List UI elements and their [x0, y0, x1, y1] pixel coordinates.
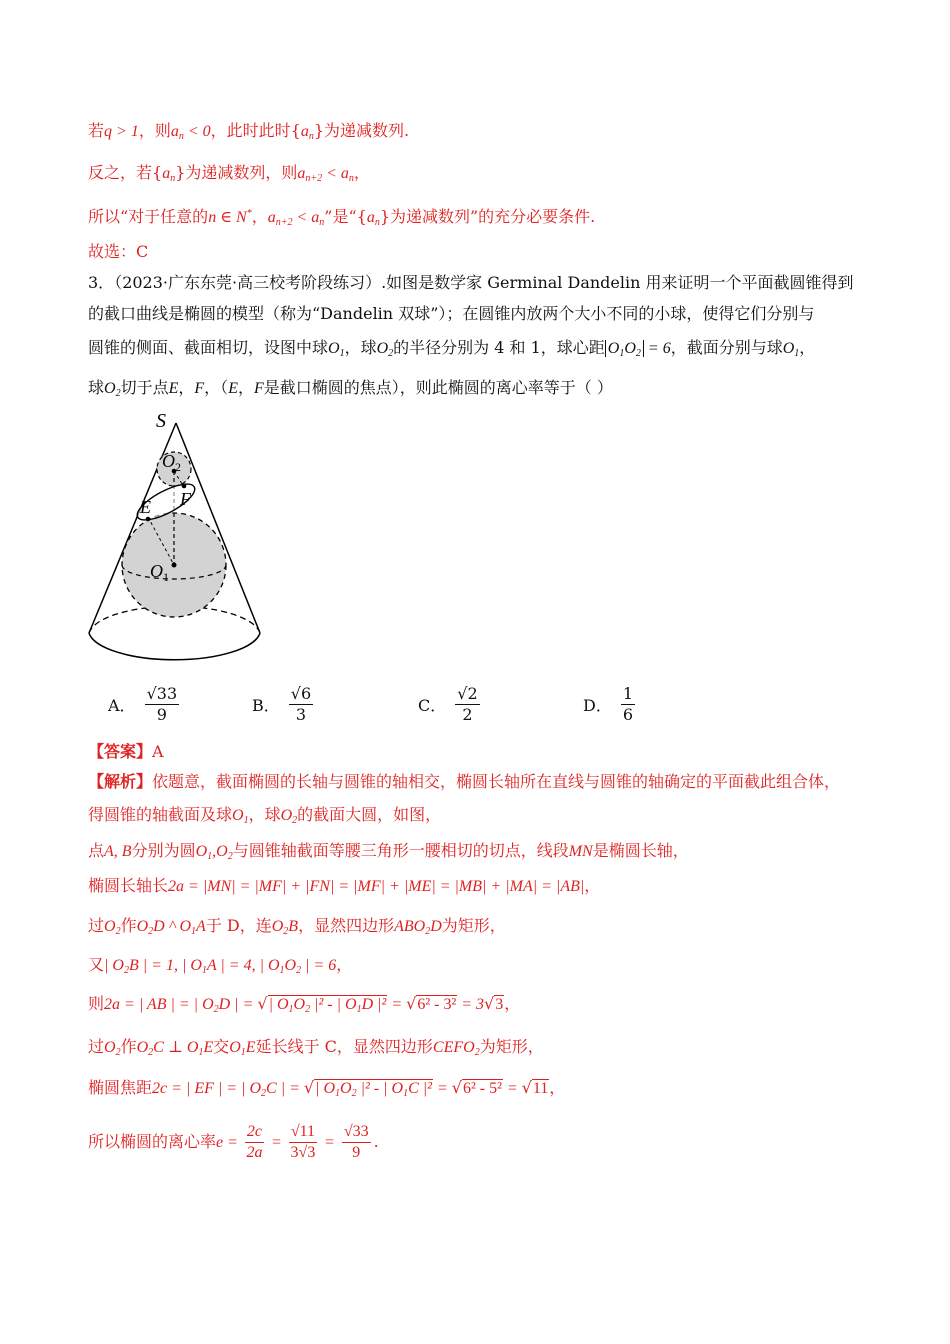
final-choice: 故选：C — [88, 242, 149, 261]
analysis-line: 【解析】依题意，截面椭圆的长轴与圆锥的轴相交，椭圆长轴所在直线与圆锥的轴确定的平面截此组合体， — [88, 772, 841, 791]
label-o1: $O_1$ — [150, 561, 169, 584]
analysis-line: 过$O_2$作$O_2D$ ^ $O_1A$于 D，连$O_2B$，显然四边形$ABO_2D$为矩形， — [88, 916, 506, 937]
text-line: 反之，若$\{a_n\}$为递减数列，则$a_{n+2} < a_n$， — [88, 163, 370, 184]
choice-c[interactable]: C． $\frac{√2}{2}$ — [418, 684, 478, 724]
label-e: E — [140, 497, 151, 517]
analysis-line: 过$O_2$作$O_2C$ ⊥ $O_1E$交$O_1E$延长线于 C，显然四边形$CEFO_2$为矩形， — [88, 1037, 544, 1058]
analysis-line: 椭圆焦距2c = | EF | = | $O_2C$ | = √| $O_1O_2$ |² - | $O_1C$ |² = √6² - 5² = √11， — [88, 1078, 566, 1099]
label-s: S — [156, 410, 166, 432]
text-line: 若q > 1，则$a_n < 0$，此时此时$\{a_n\}$为递减数列. — [88, 121, 410, 142]
label-f: F — [180, 489, 191, 509]
point-o1 — [172, 563, 177, 568]
cone-base-front — [89, 633, 260, 660]
analysis-line: 得圆锥的轴截面及球$O_1$，球$O_2$的截面大圆，如图， — [88, 805, 442, 826]
question-line: 球$O_2$切于点E，F，（E，F是截口椭圆的焦点），则此椭圆的离心率等于（ ） — [88, 378, 613, 399]
choice-a[interactable]: A． $\frac{√33}{9}$ — [108, 684, 178, 724]
analysis-line: 点A, B分别为圆$O_1,O_2$与圆锥轴截面等腰三角形一腰相切的切点，线段MN是椭圆长轴， — [88, 841, 689, 862]
choice-d[interactable]: D． $\frac{1}{6}$ — [583, 684, 634, 724]
answer-line: 【答案】A — [88, 742, 164, 761]
text-line: 所以“对于任意的n ∈ N*，$a_{n+2} < a_n$”是“$\{a_n\}$为递减数列”的充分必要条件. — [88, 207, 596, 228]
label-o2: $O_2$ — [162, 451, 181, 474]
point-e — [146, 517, 151, 522]
analysis-line: 又| $O_2B$ | = 1, | $O_1A$ | = 4, | $O_1O_2$ | = 6， — [88, 955, 353, 976]
dandelin-spheres-figure — [88, 405, 268, 667]
analysis-line: 则2a = | AB | = | $O_2D$ | = √| $O_1O_2$ |² - | $O_1D$ |² = √6² - 3² = 3√3， — [88, 994, 521, 1015]
analysis-line: 所以椭圆的离心率e = $\frac{2c}{2a}$ = $\frac{√11}{3√3}$ = $\frac{√33}{9}$ . — [88, 1123, 379, 1161]
question-line: 3．（2023·广东东莞·高三校考阶段练习）.如图是数学家 Germinal Dandelin 用来证明一个平面截圆锥得到 — [88, 273, 854, 292]
analysis-line: 椭圆长轴长2a = |MN| = |MF| + |FN| = |MF| + |ME| = |MB| + |MA| = |AB|， — [88, 876, 601, 895]
point-f — [182, 484, 187, 489]
question-line: 的截口曲线是椭圆的模型（称为“Dandelin 双球”）；在圆锥内放两个大小不同的小球，使得它们分别与 — [88, 304, 815, 323]
choice-b[interactable]: B． $\frac{√6}{3}$ — [252, 684, 312, 724]
question-line: 圆锥的侧面、截面相切，设图中球$O_1$，球$O_2$的半径分别为 4 和 1，球心距 $O_1O_2 = 6$，截面分别与球$O_1$， — [88, 338, 816, 359]
